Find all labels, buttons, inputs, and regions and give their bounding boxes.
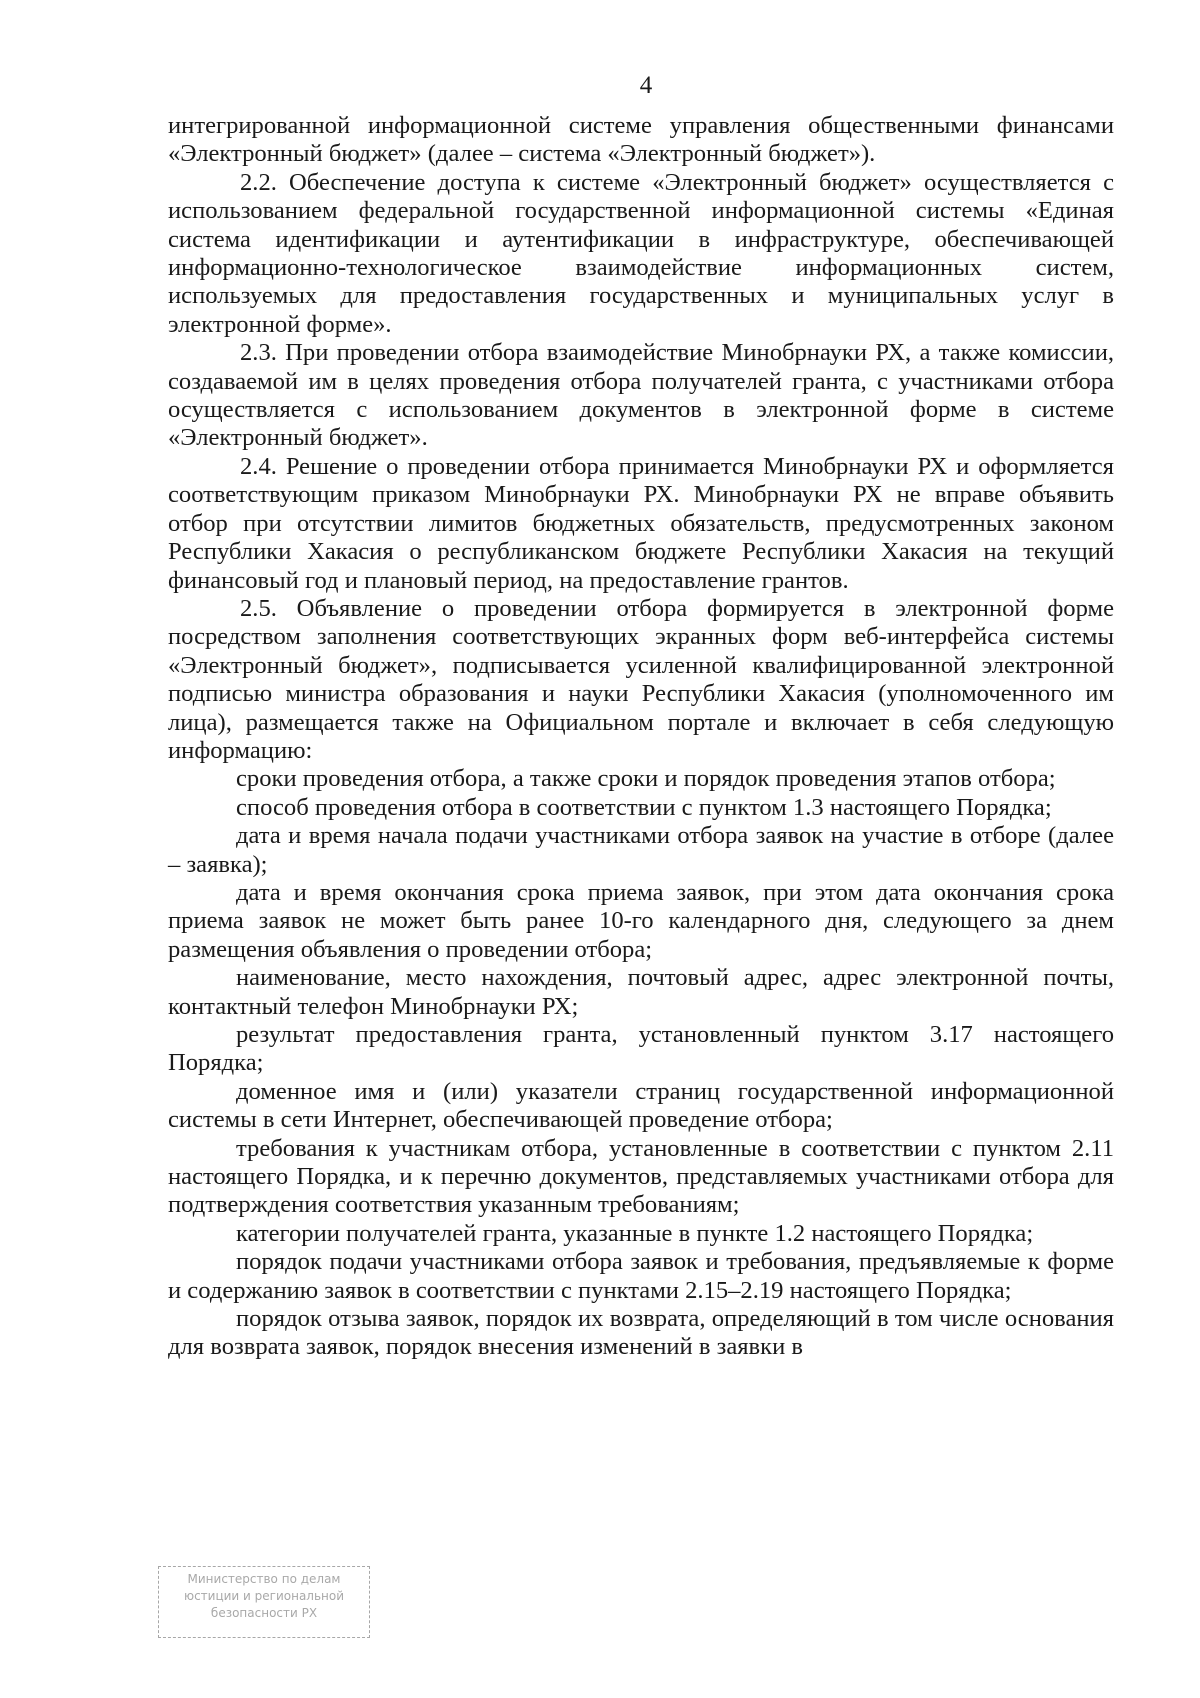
paragraph: 2.4. Решение о проведении отбора принимается Минобрнауки РХ и оформляется соответствующим приказом Минобрнауки РХ. Минобрнауки РХ не вправе объявить отбор при отсутствии лимитов бюджетных обязательств, предусмотренных законом Республики Хакасия о республиканском бюджете Республики Хакасия на текущий финансовый год и плановый период, на предоставление грантов. — [168, 452, 1114, 594]
stamp-line: юстиции и региональной — [183, 1589, 345, 1603]
paragraph: категории получателей гранта, указанные в пункте 1.2 настоящего Порядка; — [236, 1219, 1034, 1247]
paragraph: дата и время окончания срока приема заявок, при этом дата окончания срока приема заявок не может быть ранее 10-го календарного дня, следующего за днем размещения объявления о проведении отбора; — [168, 878, 1114, 963]
paragraph: интегрированной информационной системе управления общественными финансами «Электронный бюджет» (далее – система «Электронный бюджет»). — [168, 112, 1114, 168]
paragraph: порядок отзыва заявок, порядок их возврата, определяющий в том числе основания для возврата заявок, порядок внесения изменений в заявки в — [168, 1305, 1114, 1361]
document-body — [168, 112, 1114, 1362]
paragraph: результат предоставления гранта, установленный пунктом 3.17 настоящего Порядка; — [168, 1021, 1114, 1077]
stamp-line: безопасности РХ — [210, 1606, 318, 1620]
paragraph: порядок подачи участниками отбора заявок и требования, предъявляемые к форме и содержанию заявок в соответствии с пунктами 2.15–2.19 настоящего Порядка; — [168, 1248, 1114, 1304]
paragraph: доменное имя и (или) указатели страниц государственной информационной системы в сети Интернет, обеспечивающей проведение отбора; — [168, 1077, 1114, 1134]
page-number: 4 — [639, 72, 653, 99]
registration-stamp — [158, 1566, 370, 1638]
paragraph: дата и время начала подачи участниками отбора заявок на участие в отборе (далее – заявка); — [168, 822, 1114, 878]
paragraph: требования к участникам отбора, установленные в соответствии с пунктом 2.11 настоящего Порядка, и к перечню документов, представляемых участниками отбора для подтверждения соответствия указанным требованиям; — [168, 1134, 1114, 1219]
paragraph: способ проведения отбора в соответствии с пунктом 1.3 настоящего Порядка; — [236, 793, 1052, 821]
paragraph: 2.3. При проведении отбора взаимодействие Минобрнауки РХ, а также комиссии, создаваемой им в целях проведения отбора получателей гранта, с участниками отбора осуществляется с использованием документов в электронной форме в системе «Электронный бюджет». — [168, 339, 1114, 452]
paragraph: 2.2. Обеспечение доступа к системе «Электронный бюджет» осуществляется с использованием федеральной государственной информационной системы «Единая система идентификации и аутентификации в инфраструктуре, обеспечивающей информационно-технологическое взаимодействие информационных систем, используемых для предоставления государственных и муниципальных услуг в электронной форме». — [168, 168, 1114, 338]
stamp-line: Министерство по делам — [187, 1572, 341, 1586]
paragraph: сроки проведения отбора, а также сроки и порядок проведения этапов отбора; — [236, 765, 1056, 793]
paragraph: 2.5. Объявление о проведении отбора формируется в электронной форме посредством заполнения соответствующих экранных форм веб-интерфейса системы «Электронный бюджет», подписывается усиленной квалифицированной электронной подписью министра образования и науки Республики Хакасия (уполномоченного им лица), размещается также на Официальном портале и включает в себя следующую информацию: — [168, 594, 1114, 764]
paragraph: наименование, место нахождения, почтовый адрес, адрес электронной почты, контактный телефон Минобрнауки РХ; — [168, 964, 1114, 1020]
